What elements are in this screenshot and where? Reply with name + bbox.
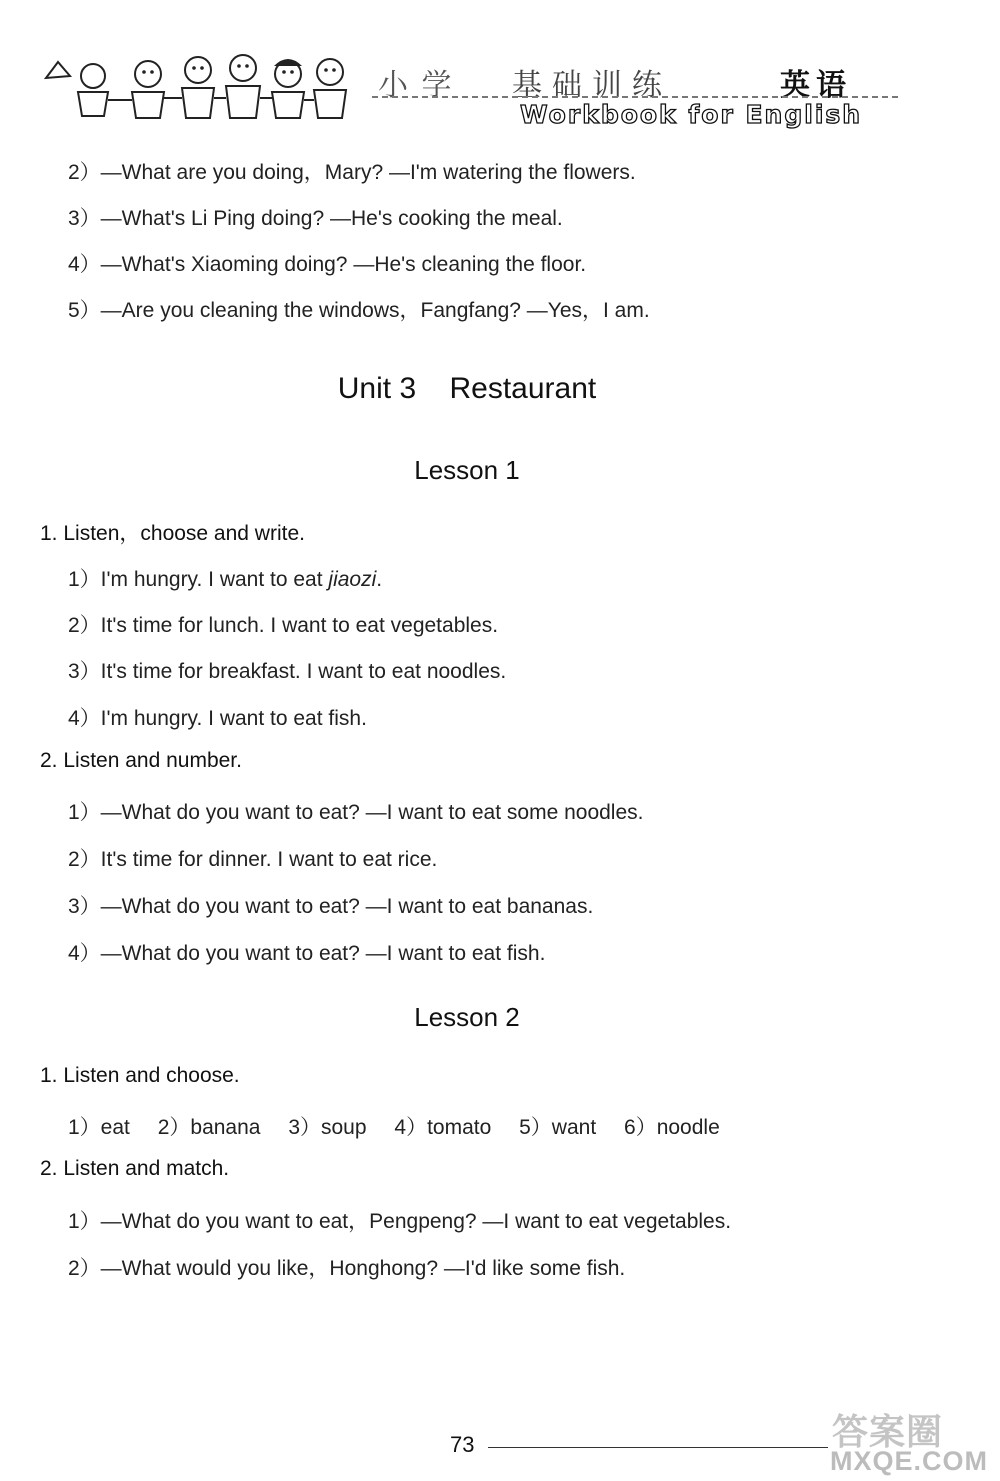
transcript-line: 5）—Are you cleaning the windows，Fangfang? —Yes，I am.	[68, 299, 650, 322]
exercise-item: 2）It's time for lunch. I want to eat vegetables.	[68, 614, 499, 637]
item-text: 1）I'm hungry. I want to eat	[68, 568, 329, 591]
footer-rule	[488, 1447, 828, 1448]
page-header	[0, 0, 1000, 140]
exercise-item: 3）—What do you want to eat? —I want to eat bananas.	[68, 895, 594, 918]
transcript-line: 3）—What's Li Ping doing? —He's cooking the meal.	[68, 207, 563, 230]
choice-item: 5）want	[519, 1116, 597, 1139]
lesson-1-title: Lesson 1	[414, 455, 520, 485]
item-text-end: .	[376, 568, 383, 591]
exercise-item: 2）—What would you like，Honghong? —I'd like some fish.	[68, 1257, 626, 1280]
choice-item: 1）eat	[68, 1116, 130, 1139]
header-series-title: 基础训练	[512, 68, 672, 103]
choice-item: 4）tomato	[394, 1116, 492, 1139]
header-rule	[372, 96, 898, 98]
exercise-item: 1）—What do you want to eat，Pengpeng? —I want to eat vegetables.	[68, 1210, 732, 1233]
choice-item: 6）noodle	[624, 1116, 720, 1139]
exercise-item: 3）It's time for breakfast. I want to eat noodles.	[68, 660, 507, 683]
children-illustration	[38, 48, 368, 124]
exercise-item: 4）I'm hungry. I want to eat fish.	[68, 707, 367, 730]
header-english-title: Workbook for English	[520, 100, 863, 129]
task-heading: 2. Listen and match.	[40, 1157, 230, 1180]
choice-item: 3）soup	[288, 1116, 367, 1139]
page-number: 73	[450, 1432, 475, 1457]
task-heading: 1. Listen and choose.	[40, 1064, 240, 1087]
watermark-logo: 答案圈	[832, 1411, 944, 1452]
exercise-item: 4）—What do you want to eat? —I want to eat fish.	[68, 942, 546, 965]
exercise-item: 2）It's time for dinner. I want to eat rice.	[68, 848, 438, 871]
item-italic-word: jiaozi	[328, 568, 377, 591]
choice-list	[68, 1111, 742, 1141]
unit-title: Unit 3 Restaurant	[337, 372, 597, 405]
lesson-2-title: Lesson 2	[414, 1002, 520, 1032]
header-school-level: 小 学	[378, 68, 454, 103]
transcript-line: 2）—What are you doing，Mary? —I'm watering the flowers.	[68, 161, 636, 184]
exercise-item	[68, 563, 382, 593]
task-heading: 2. Listen and number.	[40, 749, 242, 772]
exercise-item: 1）—What do you want to eat? —I want to eat some noodles.	[68, 801, 644, 824]
watermark-url: MXQE.COM	[830, 1446, 989, 1476]
task-heading: 1. Listen，choose and write.	[40, 522, 305, 545]
choice-item: 2）banana	[157, 1116, 261, 1139]
header-subject: 英语	[780, 68, 852, 103]
transcript-line: 4）—What's Xiaoming doing? —He's cleaning the floor.	[68, 253, 587, 276]
